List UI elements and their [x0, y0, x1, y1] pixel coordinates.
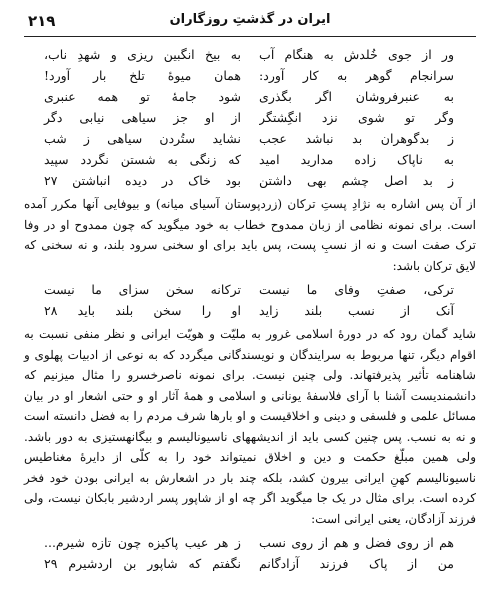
verse-row	[24, 553, 476, 574]
hemistich-right: ترکی، صفتِ وفای ما نیست	[259, 282, 454, 297]
hemistich-left: بود خاک در دیده انباشتن ۲۷	[44, 173, 241, 188]
verse-row	[24, 107, 476, 128]
hemistich-left: او را سخن بلند باید ۲۸	[44, 303, 241, 318]
hemistich-left: به بیخ انگبین ریزی و شهدِ ناب،	[44, 47, 241, 62]
hemistich-right: ز بد اصل چشم بهی داشتن	[259, 173, 454, 188]
page-body	[24, 44, 476, 590]
hemistich-right: من از پاک فرزند آزادگانم	[259, 556, 454, 571]
hemistich-left: نگفتم که شاپور بن اردشیرم ۲۹	[44, 556, 241, 571]
hemistich-right: وگر تو شوی نزد انگِشتگر	[259, 110, 454, 125]
verse-row	[24, 86, 476, 107]
poem-block-3	[24, 532, 476, 574]
verse-row	[24, 532, 476, 553]
hemistich-right: به عنبرفروشان اگر بگذری	[259, 89, 454, 104]
hemistich-left: ترکانه سخن سزای ما نیست	[44, 282, 241, 297]
running-title: ایران در گذشتِ روزگاران	[169, 12, 331, 27]
hemistich-right: سرانجام گوهر به کار آورد:	[259, 68, 454, 83]
poem-block-1	[24, 44, 476, 191]
hemistich-right: آنک از نسب بلند زاید	[259, 303, 454, 318]
verse-row	[24, 149, 476, 170]
prose-paragraph-1: از آن پس اشاره به نژادِ پستِ ترکان (زردپوستان آسیای میانه) و بیوفایی آنها مکرر آمده است. برای نمونه نظامی از زبان ممدوح خطاب به خود میگوید که چون ممدوح او در وفا ترک صفت است و نه از نسبِ پست، پس باید برای او سخنی سرود بلند، و نه سخنی که لایق ترکان باشد:	[24, 197, 477, 273]
hemistich-left: همان میوهٔ تلخ بار آورد!	[44, 68, 241, 83]
hemistich-right: ز بدگوهران بد نباشد عجب	[259, 131, 454, 146]
page-header	[24, 8, 476, 37]
hemistich-left: از او جز سیاهی نیابی دگر	[44, 110, 241, 125]
hemistich-left: نشاید ستُردن سیاهی ز شب	[44, 131, 241, 146]
hemistich-right: ور از جوی خُلدش به هنگام آب	[259, 47, 454, 62]
hemistich-left: که زنگی به شستن نگردد سپید	[44, 152, 241, 167]
hemistich-left: شود جامهٔ تو همه عنبری	[44, 89, 241, 104]
verse-row	[24, 300, 476, 321]
verse-row	[24, 128, 476, 149]
prose-paragraph-2: شاید گمان رود که در دورهٔ اسلامی غرور به ملیّت و هویّت ایرانی و نظر منفی نسبت به اقوام دیگر، تنها مربوط به سرایندگان و نویسندگانی میگردد که به نوعی از ادبیات پهلوی و شاهنامه تأثیر پذیرفتهاند. ولی چنین نیست. برای نمونه ناصرخسرو را مثال میزنیم که دانشمندیست آشنا با آرای فلاسفهٔ یونانی و اسلامی و همهٔ آثار او و حتی اشعار او در بیان مسائل علمی و فلسفی و دینی و اخلاقیست و او بارها شرف مردم را به فضل دانسته است و نه به نسب. پس چنین کسی باید از اندیشههای ناسیونالیسم و بیگانهستیزی به دور باشد. ولی همین مبلّغ حکمت و دین و اخلاق نمیتواند خود را به کلّی از دایرهٔ مغناطیس ناسیونالیسم کهنِ ایرانی بیرون کشد، بلکه چند بار در اشعارش به ایرانی بودن خود فخر کرده است. برای مثال در یک جا میگوید اگر چه او از شاپور پسر اردشیر بابکان نیست، ولی فرزند آزادگان، یعنی ایرانی است:	[24, 327, 477, 526]
verse-row	[24, 65, 476, 86]
hemistich-right: به ناپاک زاده مدارید امید	[259, 152, 454, 167]
poem-block-2	[24, 279, 476, 321]
page-number: ۲۱۹	[28, 12, 56, 30]
hemistich-right: هم از روی فضل و هم از روی نسب	[259, 535, 454, 550]
verse-row	[24, 279, 476, 300]
hemistich-left: ز هر عیب پاکیزه چون تازه شیرم...	[44, 535, 241, 550]
verse-row	[24, 44, 476, 65]
verse-row	[24, 170, 476, 191]
